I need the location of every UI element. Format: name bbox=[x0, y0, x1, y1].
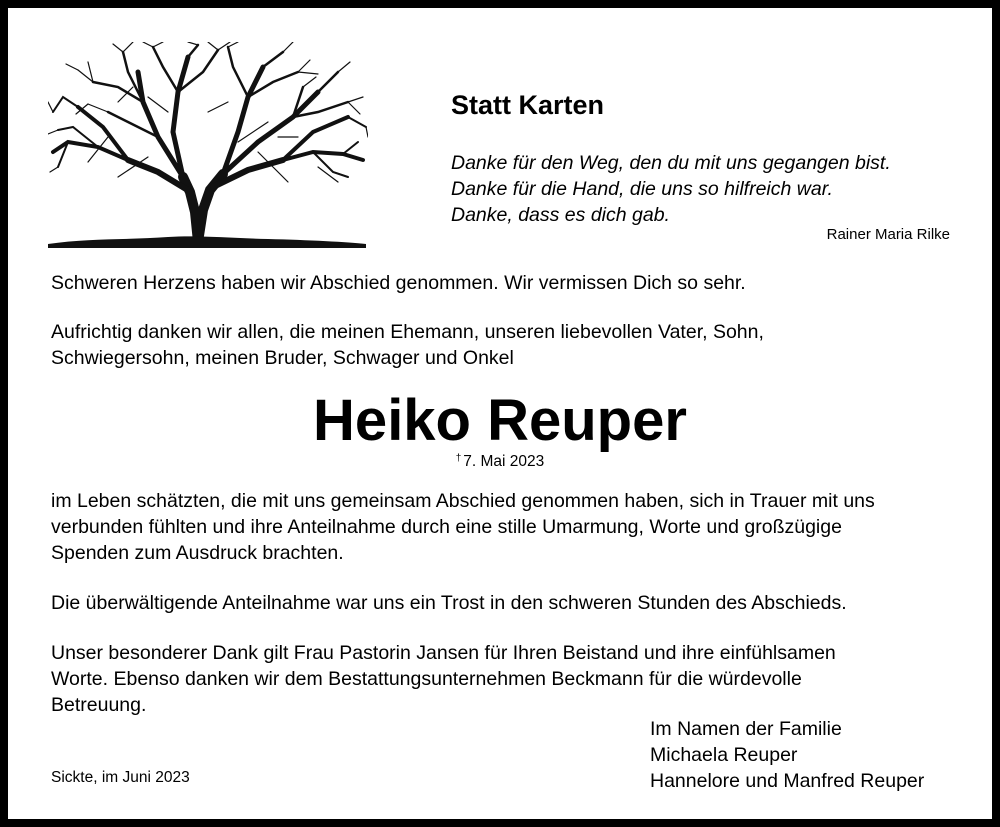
notice-heading: Statt Karten bbox=[451, 90, 605, 120]
comfort-paragraph: Die überwältigende Anteilnahme war uns ein Trost in den schweren Stunden des Abschieds. bbox=[51, 592, 847, 614]
paragraph-line: Spenden zum Ausdruck brachten. bbox=[51, 542, 344, 564]
paragraph-line: Betreuung. bbox=[51, 694, 147, 716]
paragraph-line: Unser besonderer Dank gilt Frau Pastorin Jansen für Ihren Beistand und ihre einfühlsamen bbox=[51, 642, 836, 664]
poem-line: Danke, dass es dich gab. bbox=[451, 204, 670, 226]
death-date-line bbox=[0, 453, 1000, 471]
special-thanks-paragraph bbox=[51, 640, 836, 718]
deceased-name: Heiko Reuper bbox=[313, 388, 687, 453]
poem-author: Rainer Maria Rilke bbox=[826, 226, 950, 243]
poem-line: Danke für den Weg, den du mit uns gegangen bist. bbox=[451, 152, 891, 174]
poem-block bbox=[451, 150, 891, 228]
thanks-paragraph bbox=[51, 319, 764, 371]
paragraph-line: verbunden fühlten und ihre Anteilnahme durch eine stille Umarmung, Worte und großzügige bbox=[51, 516, 842, 538]
tree-silhouette-icon bbox=[48, 42, 368, 248]
intro-paragraph: Schweren Herzens haben wir Abschied genommen. Wir vermissen Dich so sehr. bbox=[51, 272, 746, 294]
signature-block bbox=[650, 716, 924, 794]
signature-line: Michaela Reuper bbox=[650, 744, 798, 766]
signature-line: Hannelore und Manfred Reuper bbox=[650, 770, 925, 792]
body-paragraph bbox=[51, 488, 875, 566]
paragraph-line: Worte. Ebenso danken wir dem Bestattungsunternehmen Beckmann für die würdevolle bbox=[51, 668, 802, 690]
place-date: Sickte, im Juni 2023 bbox=[51, 769, 190, 786]
poem-line: Danke für die Hand, die uns so hilfreich war. bbox=[451, 178, 833, 200]
paragraph-line: im Leben schätzten, die mit uns gemeinsam Abschied genommen haben, sich in Trauer mit uns bbox=[51, 490, 875, 512]
signature-line: Im Namen der Familie bbox=[650, 718, 842, 740]
paragraph-line: Aufrichtig danken wir allen, die meinen Ehemann, unseren liebevollen Vater, Sohn, bbox=[51, 321, 764, 343]
paragraph-line: Schwiegersohn, meinen Bruder, Schwager und Onkel bbox=[51, 347, 514, 369]
death-date: 7. Mai 2023 bbox=[463, 453, 545, 470]
cross-symbol: † bbox=[455, 453, 462, 464]
